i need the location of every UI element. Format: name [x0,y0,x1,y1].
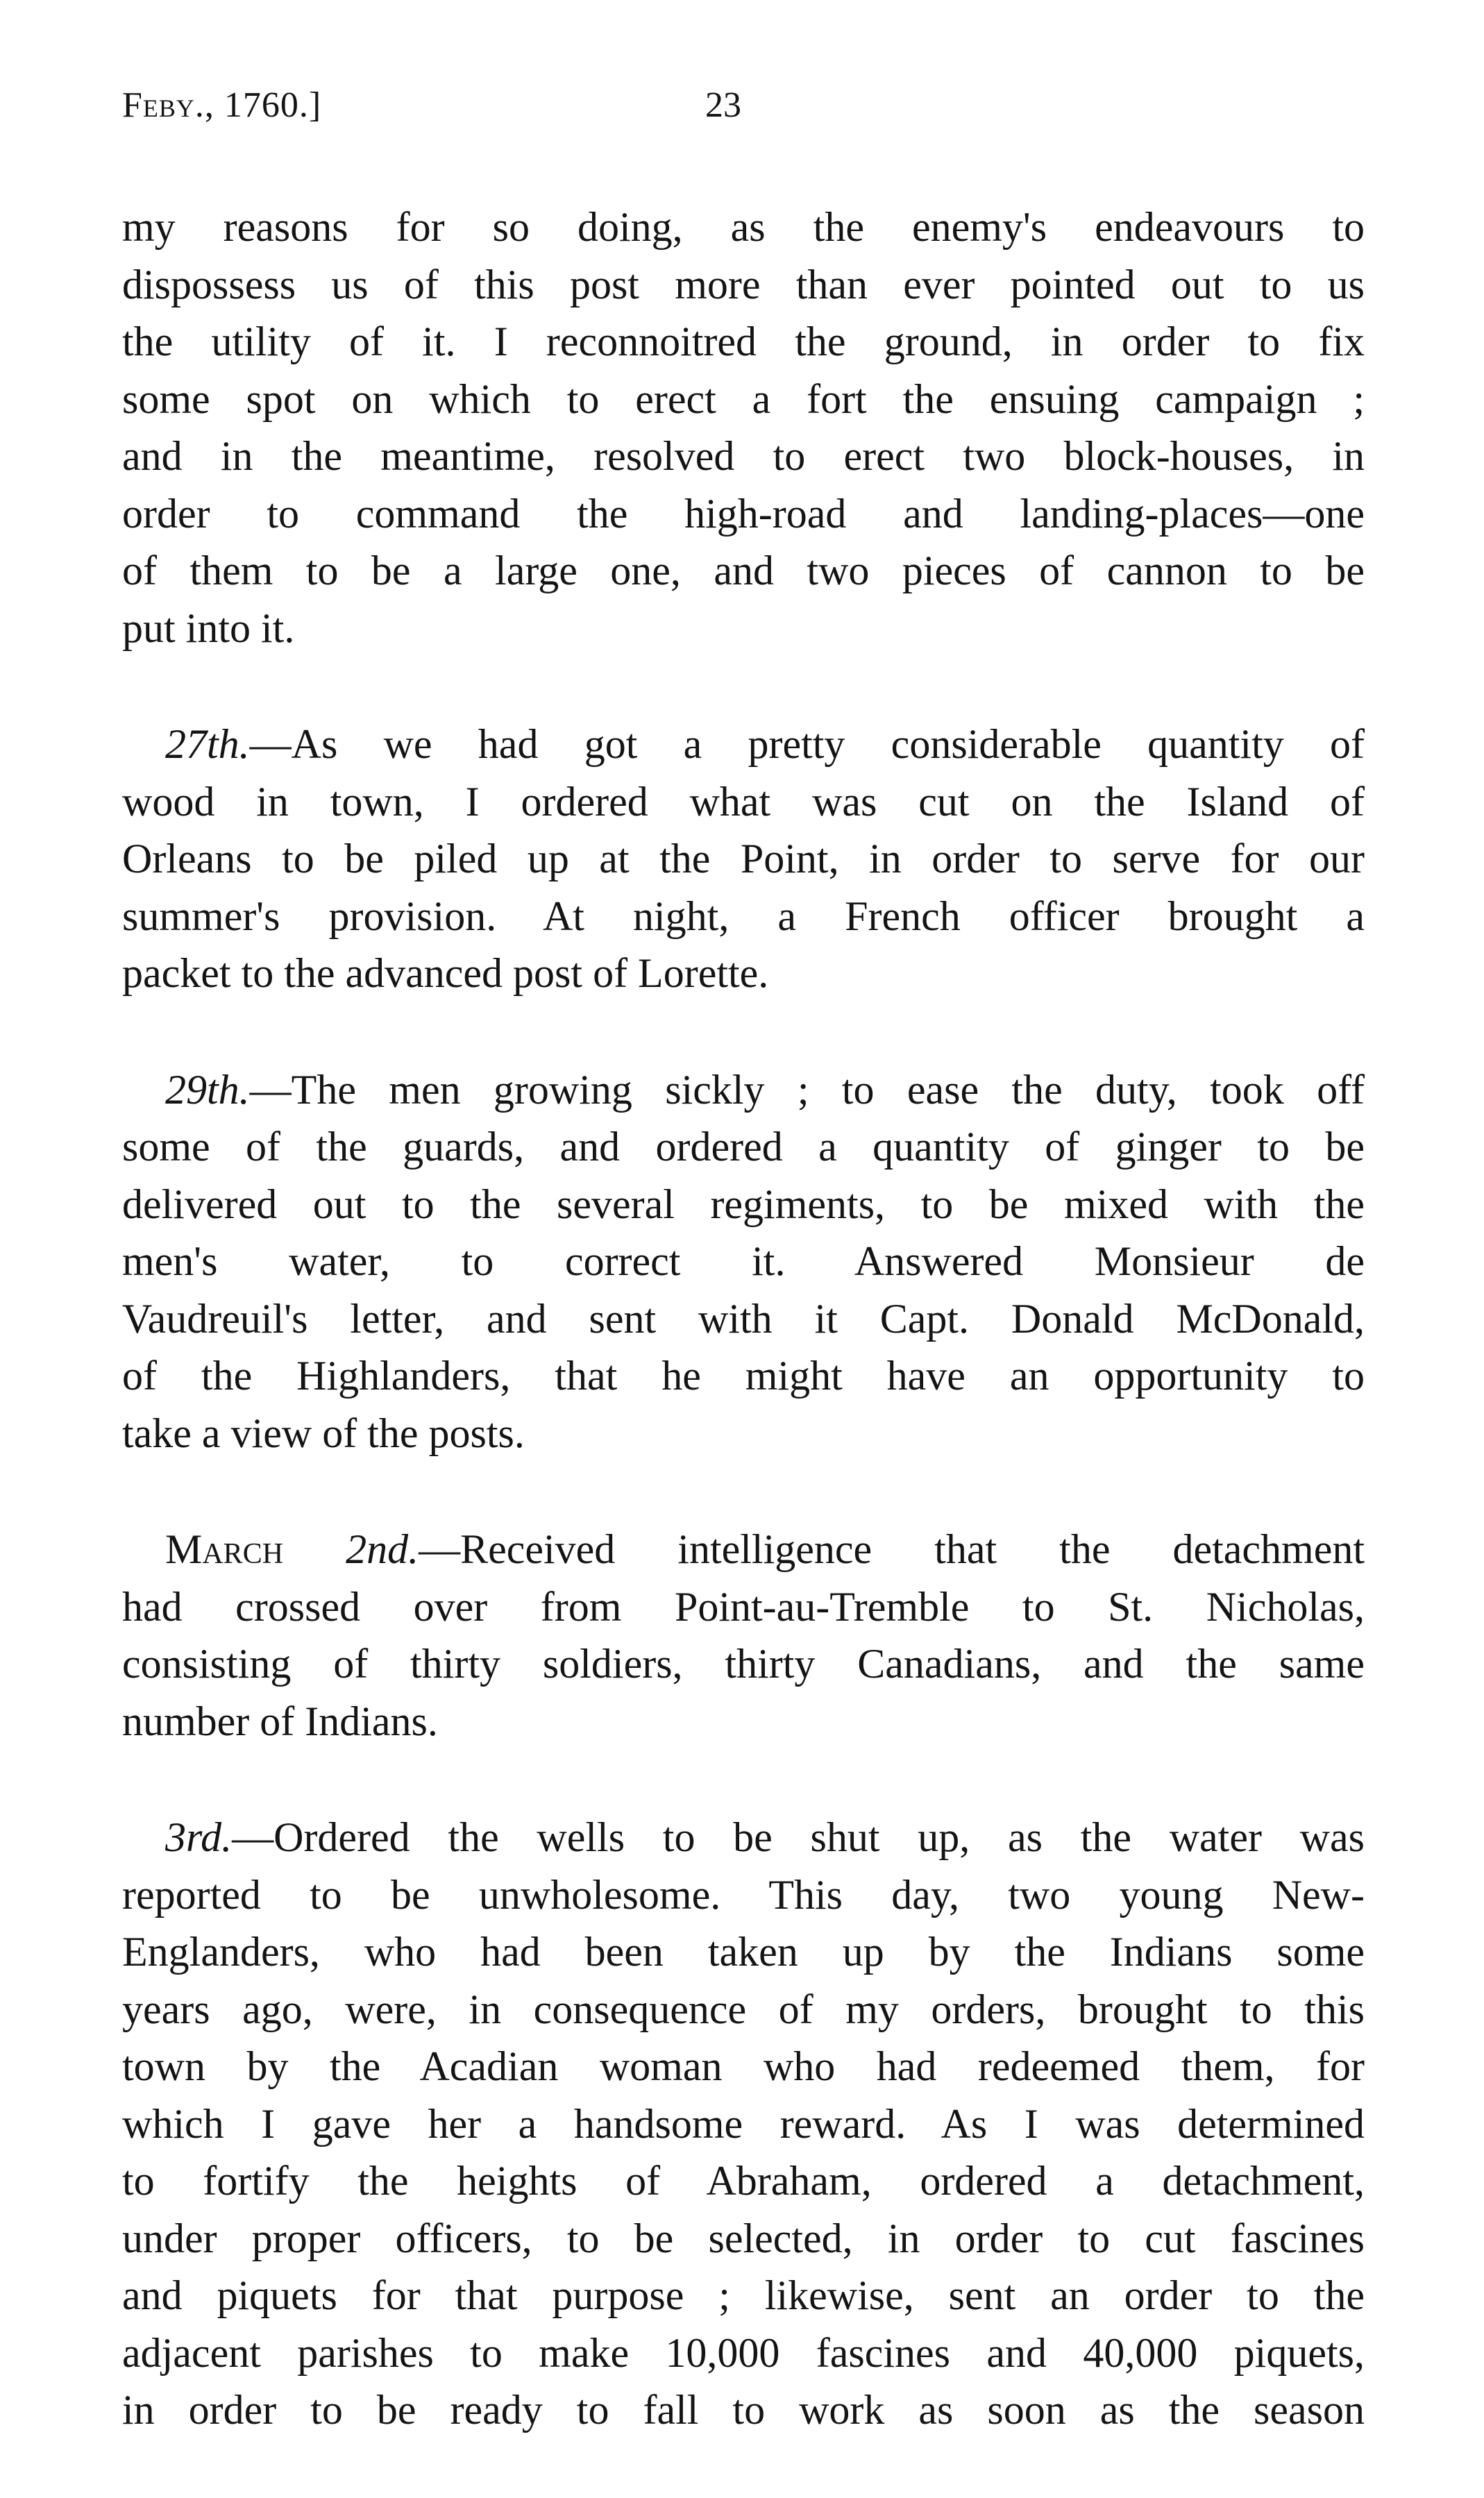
journal-entry-29th [122,1061,1365,1462]
entry-date: 3rd. [165,1814,233,1860]
text-line: under proper officers, to be selected, in order to cut fascines [122,2215,1365,2261]
text-line [122,1061,1365,1119]
body-text [122,199,1365,2498]
journal-entry-3rd [122,1809,1365,2439]
text-line: dispossess us of this post more than ever pointed out to us [122,261,1365,307]
text-line: number of Indians. [122,1698,438,1744]
journal-entry-27th [122,716,1365,1002]
text-line: packet to the advanced post of Lorette. [122,950,769,996]
text-line: which I gave her a handsome reward. As I was determined [122,2100,1365,2147]
entry-text: —Ordered the wells to be shut up, as the water was [232,1814,1365,1860]
text-line: wood in town, I ordered what was cut on the Island of [122,778,1365,825]
paragraph-continuation [122,199,1365,657]
text-line: Orleans to be piled up at the Point, in order to serve for our [122,836,1365,881]
text-line: of the Highlanders, that he might have an opportunity to [122,1353,1365,1399]
text-line: some of the guards, and ordered a quantity of ginger to be [122,1124,1365,1170]
entry-text: —The men growing sickly ; to ease the duty, took off [249,1066,1365,1113]
entry-text: —As we had got a pretty considerable quantity of [249,721,1365,767]
entry-date: 2nd. [346,1526,419,1572]
text-line: the utility of it. I reconnoitred the ground, in order to fix [122,319,1365,364]
text-line: of them to be a large one, and two pieces of cannon to be [122,548,1365,593]
page-number: 23 [705,85,741,125]
text-line: to fortify the heights of Abraham, ordered a detachment, [122,2158,1365,2204]
text-line: in order to be ready to fall to work as soon as the season [122,2387,1365,2433]
entry-date: 29th. [165,1066,250,1113]
text-line: order to command the high-road and landing-places—one [122,490,1365,537]
entry-date: 27th. [165,721,250,767]
text-line: men's water, to correct it. Answered Monsieur de [122,1238,1365,1284]
text-line: delivered out to the several regiments, to be mixed with the [122,1181,1365,1227]
text-line: Vaudreuil's letter, and sent with it Capt. Donald McDonald, [122,1295,1365,1342]
running-head-date: Feby., 1760.] [122,85,322,125]
text-line: consisting of thirty soldiers, thirty Canadians, and the same [122,1641,1365,1687]
text-line: had crossed over from Point-au-Tremble to St. Nicholas, [122,1583,1365,1630]
text-line: take a view of the posts. [122,1410,525,1456]
text-line: years ago, were, in consequence of my orders, brought to this [122,1986,1365,2032]
text-line [122,1521,1365,1578]
entry-month: March [165,1526,284,1572]
text-line: and in the meantime, resolved to erect two block-houses, in [122,433,1365,479]
entry-text: —Received intelligence that the detachment [419,1526,1365,1572]
text-line [122,716,1365,773]
text-line: summer's provision. At night, a French officer brought a [122,893,1365,939]
running-head [122,78,1372,133]
text-line: Englanders, who had been taken up by the Indians some [122,1929,1365,1975]
journal-entry-march-2nd [122,1521,1365,1750]
text-line: town by the Acadian woman who had redeemed them, for [122,2043,1365,2089]
text-line: put into it. [122,605,295,651]
text-line: my reasons for so doing, as the enemy's endeavours to [122,204,1365,250]
text-line: some spot on which to erect a fort the ensuing campaign ; [122,375,1365,422]
text-line: and piquets for that purpose ; likewise, sent an order to the [122,2272,1365,2318]
text-line: adjacent parishes to make 10,000 fascines and 40,000 piquets, [122,2329,1365,2376]
text-line: reported to be unwholesome. This day, two young New- [122,1871,1365,1918]
text-line [122,1809,1365,1866]
